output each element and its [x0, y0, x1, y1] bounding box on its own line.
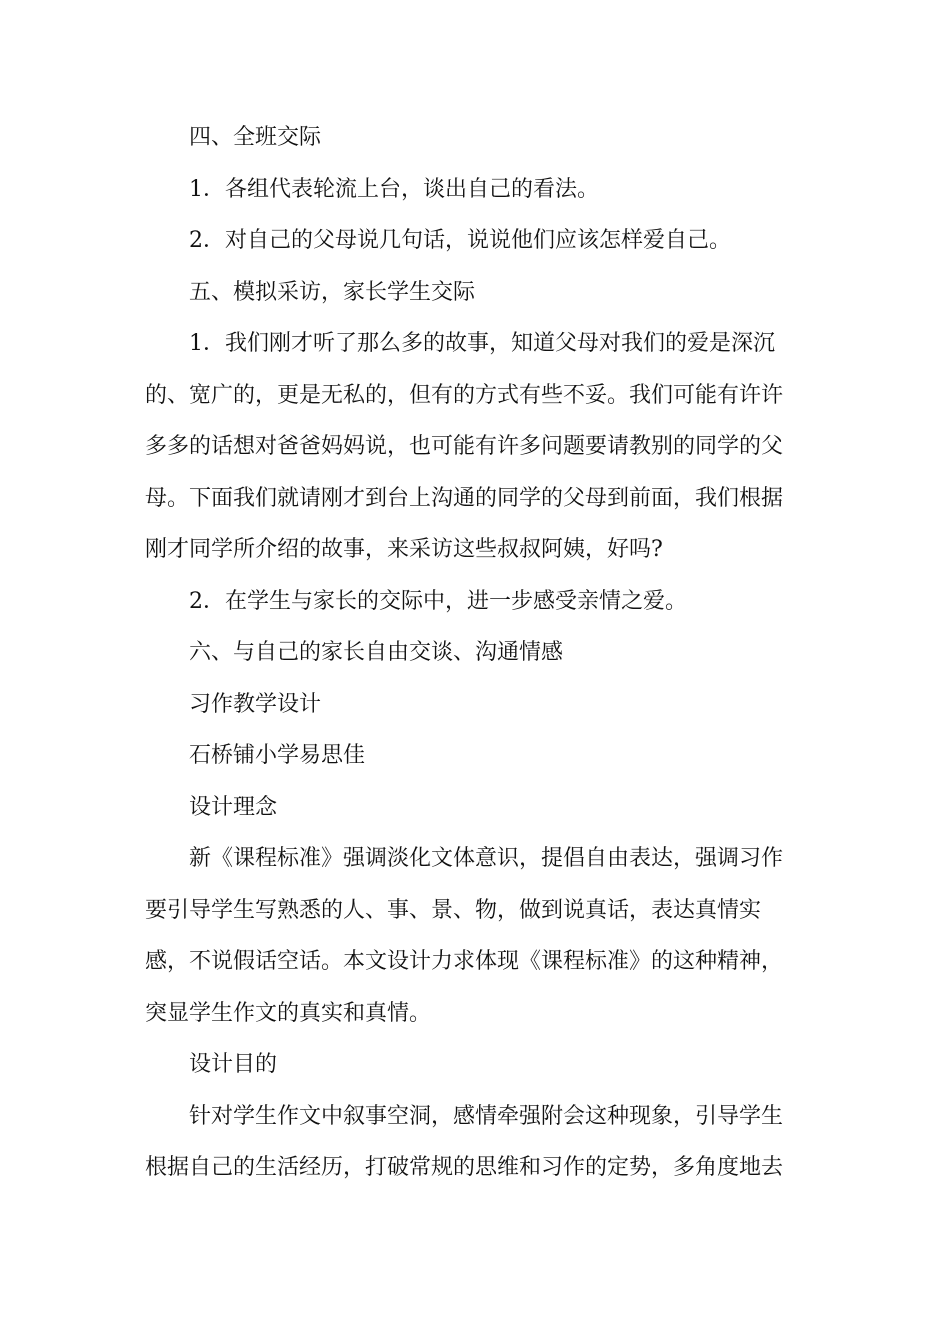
- paragraph-line: 针对学生作文中叙事空洞，感情牵强附会这种现象，引导学生: [189, 1103, 784, 1129]
- paragraph-line: 设计理念: [189, 794, 278, 820]
- paragraph-line: 根据自己的生活经历，打破常规的思维和习作的定势，多角度地去: [145, 1155, 784, 1180]
- author-line: [145, 730, 793, 782]
- paragraph-line: 五、模拟采访，家长学生交际: [189, 279, 476, 305]
- paragraph-line: 的、宽广的，更是无私的，但有的方式有些不妥。我们可能有许许: [145, 382, 784, 408]
- paragraph-line: 2．对自己的父母说几句话，说说他们应该怎样爱自己。: [189, 228, 731, 253]
- paragraph-line: 多多的话想对爸爸妈妈说，也可能有许多问题要请教别的同学的父: [145, 434, 784, 459]
- document-body: [145, 112, 793, 1194]
- paragraph-line: 1．我们刚才听了那么多的故事，知道父母对我们的爱是深沉: [189, 331, 775, 356]
- body-paragraph-purpose: [145, 1091, 793, 1194]
- paragraph-line: 刚才同学所介绍的故事，来采访这些叔叔阿姨，好吗?: [145, 537, 663, 562]
- paragraph-line: 石桥铺小学易思佳: [189, 743, 366, 768]
- paragraph-line: 1．各组代表轮流上台，谈出自己的看法。: [189, 176, 599, 202]
- paragraph-line: 新《课程标准》强调淡化文体意识，提倡自由表达，强调习作: [189, 846, 784, 871]
- subheading-design-purpose: [145, 1039, 793, 1091]
- paragraph-line: 要引导学生写熟悉的人、事、景、物，做到说真话，表达真情实: [145, 897, 762, 923]
- paragraph-line: 习作教学设计: [189, 691, 322, 717]
- section-heading-6: [145, 627, 793, 679]
- paragraph-line: 母。下面我们就请刚才到台上沟通的同学的父母到前面，我们根据: [145, 485, 784, 511]
- list-item-5-2: [145, 576, 793, 628]
- body-paragraph-concept: [145, 833, 793, 1039]
- list-item-4-2: [145, 215, 793, 267]
- list-item-5-1: [145, 318, 793, 576]
- paragraph-line: 设计目的: [189, 1052, 278, 1077]
- paragraph-line: 突显学生作文的真实和真情。: [145, 1000, 432, 1026]
- paragraph-line: 四、全班交际: [189, 125, 322, 150]
- document-title: [145, 679, 793, 731]
- section-heading-5: [145, 267, 793, 319]
- section-heading-4: [145, 112, 793, 164]
- subheading-design-concept: [145, 782, 793, 834]
- paragraph-line: 2．在学生与家长的交际中，进一步感受亲情之爱。: [189, 588, 687, 614]
- paragraph-line: 六、与自己的家长自由交谈、沟通情感: [189, 640, 564, 665]
- paragraph-line: 感，不说假话空话。本文设计力求体现《课程标准》的这种精神，: [145, 949, 784, 974]
- list-item-4-1: [145, 164, 793, 216]
